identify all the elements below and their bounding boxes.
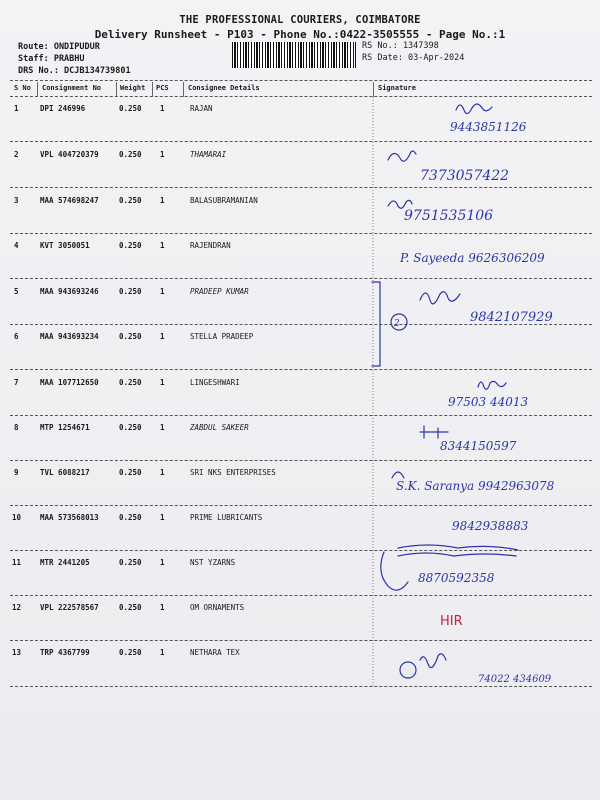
row-consignee: ZABDUL SAKEER: [190, 423, 249, 432]
row-consignee: OM ORNAMENTS: [190, 603, 245, 612]
handwritten-signature-5: [420, 292, 460, 304]
row-consignment: KVT 3050051: [40, 241, 90, 250]
row-weight: 0.250: [119, 378, 142, 387]
handwritten-signature-2: [388, 151, 416, 161]
route-label: Route: ONDIPUDUR: [18, 42, 100, 52]
rs-date: RS Date: 03-Apr-2024: [362, 53, 465, 63]
signature-text-10: 9842938883: [452, 519, 529, 533]
company-title: THE PROFESSIONAL COURIERS, COIMBATORE: [179, 14, 421, 26]
row-weight: 0.250: [119, 332, 142, 341]
row-weight: 0.250: [119, 104, 142, 113]
row-sno: 6: [14, 332, 19, 341]
row-consignment: MAA 107712650: [40, 378, 99, 387]
row-weight: 0.250: [119, 603, 142, 612]
handwritten-signature-11: [381, 552, 408, 590]
row-weight: 0.250: [119, 513, 142, 522]
signature-text-2: 7373057422: [420, 168, 510, 184]
signature-text-5: 9842107929: [470, 310, 553, 325]
row-consignment: MAA 943693246: [40, 287, 99, 296]
col-header-sno: S No: [14, 84, 31, 92]
row-weight: 0.250: [119, 287, 142, 296]
row-weight: 0.250: [119, 558, 142, 567]
row-sno: 8: [14, 423, 19, 432]
row-pcs: 1: [160, 150, 165, 159]
signature-text-13: 74022 434609: [478, 674, 552, 685]
row-consignment: MAA 574698247: [40, 196, 99, 205]
handwritten-signature-7: [478, 381, 506, 389]
signature-text-9: S.K. Saranya 9942963078: [396, 479, 555, 493]
row-sno: 10: [12, 513, 22, 522]
row-sno: 11: [12, 558, 22, 567]
handwritten-signature-1: [456, 104, 492, 114]
row-sno: 5: [14, 287, 19, 296]
col-header-weight: Weight: [120, 84, 146, 92]
row-consignee: NST YZARNS: [190, 558, 236, 567]
row-consignee: LINGESHWARI: [190, 378, 240, 387]
handwritten-signature-13: [400, 662, 416, 678]
row-pcs: 1: [160, 378, 165, 387]
row-consignee: RAJENDRAN: [190, 241, 231, 250]
row-sno: 3: [14, 196, 19, 205]
row-pcs: 1: [160, 104, 165, 113]
row-consignment: DPI 246996: [40, 104, 86, 113]
row-consignment: TVL 6088217: [40, 468, 90, 477]
signature-text-11: 8870592358: [418, 571, 495, 585]
row-sno: 2: [14, 150, 19, 159]
row-pcs: 1: [160, 423, 165, 432]
row-sno: 4: [14, 241, 19, 250]
drs-number: DRS No.: DCJB134739801: [18, 66, 131, 76]
row-consignee: BALASUBRAMANIAN: [190, 196, 258, 205]
row-pcs: 1: [160, 468, 165, 477]
row-pcs: 1: [160, 558, 165, 567]
signature-text-8: 8344150597: [440, 439, 517, 453]
signature-text-6: 2: [394, 319, 400, 329]
runsheet-subtitle: Delivery Runsheet - P103 - Phone No.:0422-3505555 - Page No.:1: [94, 28, 506, 41]
handwritten-signature-9: [392, 472, 404, 478]
handwritten-signature-8: [420, 426, 448, 438]
row-sno: 9: [14, 468, 19, 477]
bracket-mark: [372, 282, 380, 366]
scribble-strike: [398, 545, 518, 556]
row-consignee: THAMARAI: [190, 150, 227, 159]
row-pcs: 1: [160, 241, 165, 250]
staff-label: Staff: PRABHU: [18, 54, 85, 64]
col-header-consignment: Consignment No: [42, 84, 102, 92]
row-consignment: TRP 4367799: [40, 648, 90, 657]
row-sno: 7: [14, 378, 19, 387]
row-consignee: SRI NKS ENTERPRISES: [190, 468, 276, 477]
row-consignment: MTP 1254671: [40, 423, 90, 432]
row-consignee: STELLA PRADEEP: [190, 332, 254, 341]
row-consignee: RAJAN: [190, 104, 213, 113]
row-pcs: 1: [160, 648, 165, 657]
row-consignee: PRIME LUBRICANTS: [190, 513, 263, 522]
row-pcs: 1: [160, 513, 165, 522]
col-header-pcs: PCS: [156, 84, 169, 92]
row-consignment: MTR 2441205: [40, 558, 90, 567]
col-header-signature: Signature: [378, 84, 416, 92]
row-weight: 0.250: [119, 241, 142, 250]
rs-number: RS No.: 1347398: [362, 41, 439, 51]
row-sno: 1: [14, 104, 19, 113]
row-weight: 0.250: [119, 150, 142, 159]
signature-text-3: 9751535106: [404, 208, 494, 224]
row-consignee: NETHARA TEX: [190, 648, 240, 657]
row-weight: 0.250: [119, 196, 142, 205]
signature-text-1: 9443851126: [450, 120, 527, 134]
row-pcs: 1: [160, 603, 165, 612]
row-weight: 0.250: [119, 423, 142, 432]
row-weight: 0.250: [119, 648, 142, 657]
row-consignee: PRADEEP KUMAR: [190, 287, 249, 296]
signature-text-7: 97503 44013: [448, 395, 529, 409]
row-sno: 12: [12, 603, 22, 612]
row-consignment: VPL 222578567: [40, 603, 99, 612]
row-pcs: 1: [160, 196, 165, 205]
row-pcs: 1: [160, 332, 165, 341]
signature-text-12: HIR: [440, 614, 463, 629]
col-header-consignee: Consignee Details: [188, 84, 260, 92]
row-sno: 13: [12, 648, 22, 657]
row-pcs: 1: [160, 287, 165, 296]
handwritten-initials-13: [420, 654, 446, 668]
signature-text-4: P. Sayeeda 9626306209: [400, 251, 545, 265]
row-consignment: MAA 573568013: [40, 513, 99, 522]
row-consignment: VPL 404720379: [40, 150, 99, 159]
row-weight: 0.250: [119, 468, 142, 477]
row-consignment: MAA 943693234: [40, 332, 99, 341]
